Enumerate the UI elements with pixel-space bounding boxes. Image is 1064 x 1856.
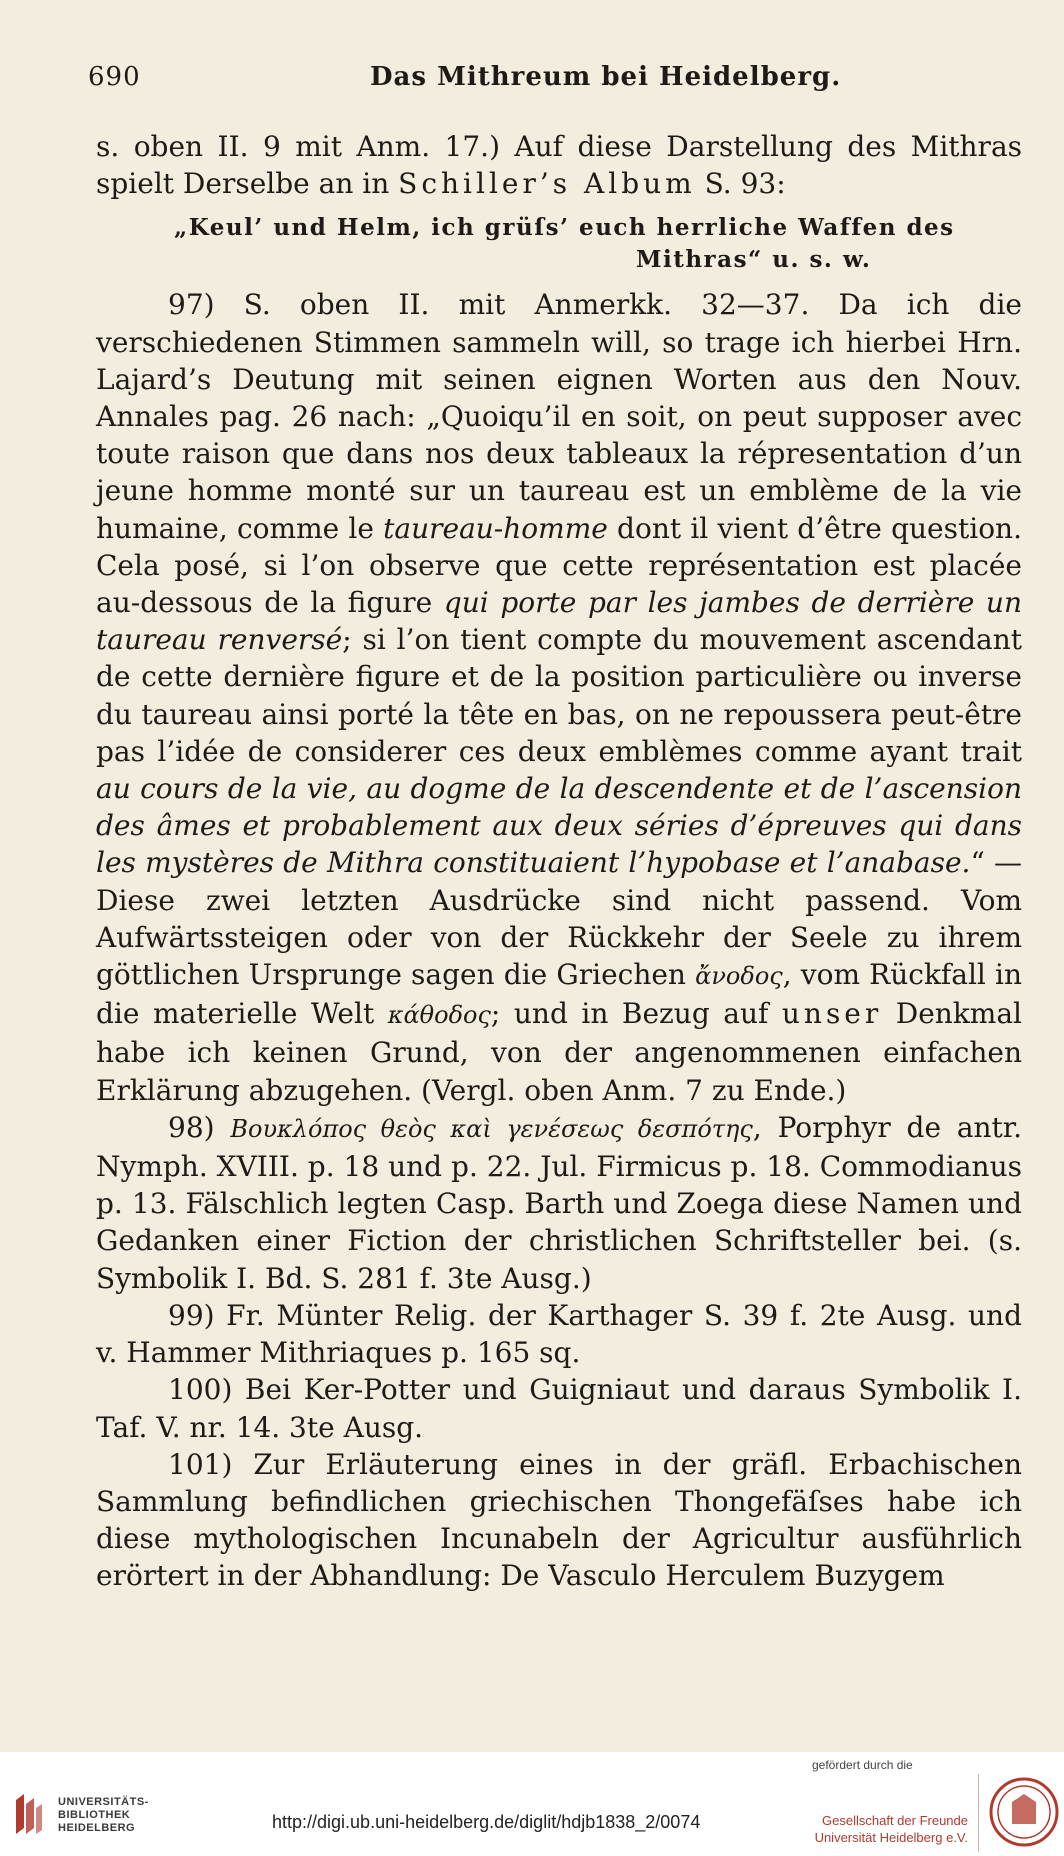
quote-line-1: „Keul’ und Helm, ich grüſs’ euch herrliche Waffen des	[174, 214, 955, 242]
footnote-99: 99) Fr. Münter Relig. der Karthager S. 39 f. 2te Ausg. und v. Hammer Mithriaques p. 165 sq.	[96, 1298, 1022, 1370]
permalink-url[interactable]: http://digi.ub.uni-heidelberg.de/diglit/hdjb1838_2/0074	[272, 1812, 701, 1832]
footer-bar	[0, 1752, 1064, 1856]
university-seal-icon	[988, 1776, 1060, 1848]
footnote-101: 101) Zur Erläuterung eines in der gräfl. Erbachischen Sammlung befindlichen griechischen Thongefäſses habe ich diese mythologischen Incunabeln der Agricultur ausführlich erörtert in der Abhandlung: De Vasculo Herculem Buzygem	[96, 1447, 1022, 1593]
page-header	[88, 62, 1024, 102]
running-title: Das Mithreum bei Heidelberg.	[370, 62, 842, 92]
verse-quote	[96, 212, 1022, 276]
paragraph-intro: s. oben II. 9 mit Anm. 17.) Auf diese Darstellung des Mithras spielt Derselbe an in Schiller’s Album S. 93:	[96, 130, 1022, 201]
footnote-100: 100) Bei Ker-Potter und Guigniaut und daraus Symbolik I. Taf. V. nr. 14. 3te Ausg.	[96, 1373, 1022, 1444]
library-name: UNIVERSITÄTS- BIBLIOTHEK HEIDELBERG	[58, 1796, 149, 1834]
page-number: 690	[88, 62, 141, 92]
footnote-97: 97) S. oben II. mit Anmerkk. 32—37. Da ich die verschiedenen Stimmen sammeln will, so trage ich hierbei Hrn. Lajard’s Deutung mit seinen eignen Worten aus den Nouv. Annales pag. 26 nach: „Quoiqu’il en soit, on peut supposer avec toute raison que dans nos deux tableaux la répresentation d’un jeune homme monté sur un taureau est un emblème de la vie humaine, comme le taureau-homme dont il vient d’être question. Cela posé, si l’on observe que cette représentation est placée au-dessous de la figure qui porte par les jambes de derrière un taureau renversé; si l’on tient compte du mouvement ascendant de cette dernière figure et de la position particulière ou inverse du taureau ainsi porté la tête en bas, on ne repoussera peut-être pas l’idée de considerer ces deux emblèmes comme ayant trait au cours de la vie, au dogme de la descendente et de l’ascension des âmes et probablement aux deux séries d’épreuves qui dans les mystères de Mithra constituaient l’hypobase et l’anabase.“ — Diese zwei letzten Ausdrücke sind nicht passend. Vom Aufwärtssteigen oder von der Rückkehr der Seele zu ihrem göttlichen Ursprunge sagen die Griechen ἄνοδος, vom Rückfall in die materielle Welt κάθοδος; und in Bezug auf unser Denkmal habe ich keinen Grund, von der angenommenen einfachen Erklärung abzugehen. (Vergl. oben Anm. 7 zu Ende.)	[96, 288, 1023, 1107]
society-name: Gesellschaft der Freunde Universität Heidelberg e.V.	[814, 1813, 968, 1845]
footer-divider	[978, 1774, 979, 1852]
body-text	[96, 128, 1022, 1595]
quote-line-2: Mithras“ u. s. w.	[636, 246, 872, 274]
library-logo-icon	[12, 1790, 46, 1838]
funded-by-label: gefördert durch die	[812, 1758, 913, 1772]
footnote-98: 98) Βουκλόπος θεὸς καὶ γενέσεως δεσπότης, Porphyr de antr. Nymph. XVIII. p. 18 und p. 22. Jul. Firmicus p. 18. Commodianus p. 13. Fälschlich legten Casp. Barth und Zoega diese Namen und Gedanken einer Fiction der christlichen Schriftsteller bei. (s. Symbolik I. Bd. S. 281 f. 3te Ausg.)	[96, 1110, 1023, 1295]
